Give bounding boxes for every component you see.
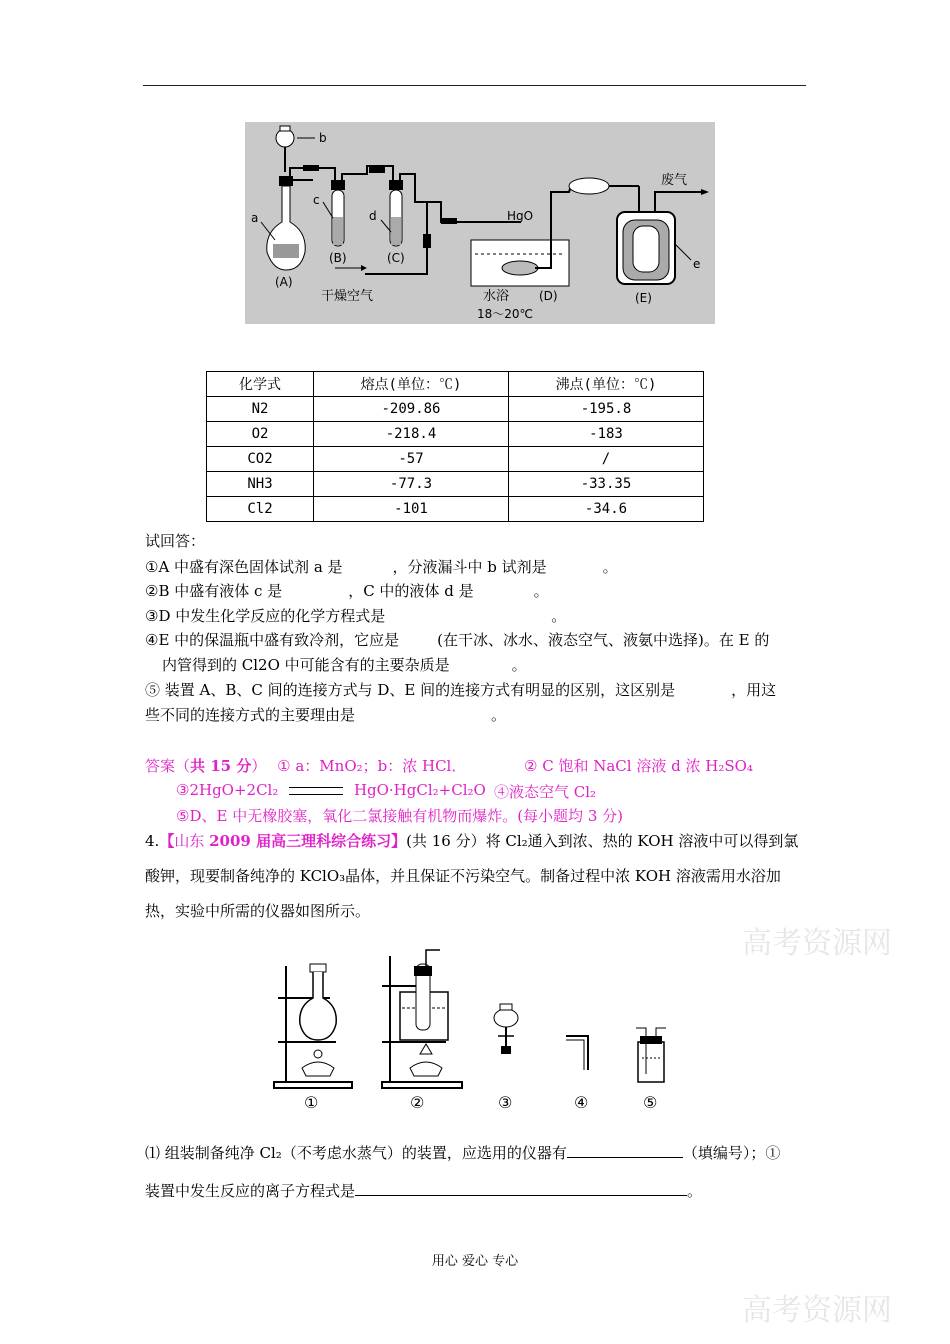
table-row <box>207 422 704 447</box>
label-B: (B) <box>329 251 347 265</box>
sub1-text-b: （填编号）；① <box>682 1144 781 1162</box>
q2-text-c: 。 <box>533 582 549 600</box>
q4-text-d: 。 <box>511 656 527 674</box>
apparatus-label-3: ③ <box>498 1093 513 1112</box>
apparatus-label-4: ④ <box>574 1093 589 1112</box>
answer-part-1: ① a：MnO₂；b：浓 HCl． <box>277 757 467 775</box>
problem4-line-2: 酸钾，现要制备纯净的 KClO₃晶体，并且保证不污染空气。制备过程中浓 KOH 溶液需用水浴加 <box>145 867 781 885</box>
problem4-line-1 <box>145 827 798 855</box>
table-cell: -57 <box>314 447 509 472</box>
label-d: d <box>369 209 377 223</box>
label-waste-gas: 废气 <box>661 173 688 188</box>
answer-close: ） <box>251 757 267 775</box>
properties-table <box>206 371 704 522</box>
q2-text-b: ，C 中的液体 d 是 <box>348 582 474 600</box>
label-dry-air: 干燥空气 <box>321 289 374 304</box>
table-header-row <box>207 372 704 397</box>
q3-text-b: 。 <box>551 607 567 625</box>
equals-sign-icon <box>289 787 343 795</box>
table-cell: -183 <box>509 422 704 447</box>
question-intro: 试回答： <box>145 532 206 550</box>
answer-part-4: ④液态空气 Cl₂ <box>494 783 597 801</box>
q4-text-a: ④E 中的保温瓶中盛有致冷剂，它应是 <box>145 631 400 649</box>
table-cell: CO2 <box>207 447 314 472</box>
q5-text-c: 些不同的连接方式的主要理由是 <box>145 706 356 724</box>
question-5 <box>145 679 776 700</box>
label-c: c <box>313 193 320 207</box>
table-cell: / <box>509 447 704 472</box>
table-row <box>207 447 704 472</box>
answer-part-3a: ③2HgO+2Cl₂ <box>176 781 279 799</box>
label-C: (C) <box>387 251 405 265</box>
header-rule <box>143 85 806 86</box>
table-cell: -101 <box>314 497 509 522</box>
q5-text-b: ，用这 <box>731 681 777 699</box>
table-cell: N2 <box>207 397 314 422</box>
label-D: (D) <box>539 289 558 303</box>
answer-score: 共 15 分 <box>190 757 252 775</box>
label-b: b <box>319 131 327 145</box>
apparatus-label-5: ⑤ <box>643 1093 658 1112</box>
table-header: 熔点(单位：℃) <box>314 372 509 397</box>
answer-part-2: ② C 饱和 NaCl 溶液 d 浓 H₂SO₄ <box>524 757 753 775</box>
problem4-number: 4. <box>145 832 160 850</box>
q4-text-c: 内管得到的 Cl2O 中可能含有的主要杂质是 <box>162 656 450 674</box>
label-temp: 18～20℃ <box>477 307 534 321</box>
q1-text-a: ①A 中盛有深色固体试剂 a 是 <box>145 558 343 576</box>
answer-line-3 <box>176 781 486 799</box>
watermark: 高考资源网 <box>742 1293 892 1328</box>
sub1-text-a: ⑴ 组装制备纯净 Cl₂（不考虑水蒸气）的装置，应选用的仪器有 <box>145 1144 567 1162</box>
question-4-cont <box>162 654 527 675</box>
table-cell: O2 <box>207 422 314 447</box>
question-5-cont <box>145 704 506 725</box>
label-E: (E) <box>635 291 652 305</box>
label-e: e <box>693 257 701 271</box>
label-a: a <box>251 211 259 225</box>
table-cell: -218.4 <box>314 422 509 447</box>
page-footer: 用心 爱心 专心 <box>431 1254 519 1269</box>
answer-label: 答案（ <box>145 757 191 775</box>
table-header: 化学式 <box>207 372 314 397</box>
answer-part-3b: HgO·HgCl₂+Cl₂O <box>353 781 486 799</box>
label-A: (A) <box>275 275 293 289</box>
watermark: 高考资源网 <box>742 926 892 961</box>
answer-blank[interactable] <box>567 1141 683 1158</box>
q5-text-d: 。 <box>491 706 507 724</box>
table-row <box>207 397 704 422</box>
table-cell: -34.6 <box>509 497 704 522</box>
problem4-sub1 <box>145 1139 780 1167</box>
table-cell: -209.86 <box>314 397 509 422</box>
q1-text-b: ，分液漏斗中 b 试剂是 <box>392 558 547 576</box>
table-cell: Cl2 <box>207 497 314 522</box>
label-water-bath: 水浴 <box>483 289 510 304</box>
answer-line-1 <box>145 755 466 776</box>
q5-text-a: ⑤ 装置 A、B、C 间的连接方式与 D、E 间的连接方式有明显的区别，这区别是 <box>145 681 676 699</box>
apparatus-figure-2 <box>270 942 680 1114</box>
table-header: 沸点(单位：℃) <box>509 372 704 397</box>
question-3 <box>145 605 566 626</box>
q2-text-a: ②B 中盛有液体 c 是 <box>145 582 283 600</box>
apparatus-label-2: ② <box>410 1093 425 1112</box>
q1-text-c: 。 <box>602 558 618 576</box>
problem4-source-b: 届高三理科综合练习 <box>250 832 392 850</box>
apparatus-label-1: ① <box>304 1093 319 1112</box>
table-cell: NH3 <box>207 472 314 497</box>
sub1-text-c: 装置中发生反应的离子方程式是 <box>145 1182 356 1200</box>
problem4-source-year: 2009 <box>209 832 251 850</box>
problem4-sub1-cont <box>145 1177 702 1205</box>
q3-text-a: ③D 中发生化学反应的化学方程式是 <box>145 607 386 625</box>
table-cell: -195.8 <box>509 397 704 422</box>
question-2 <box>145 580 549 601</box>
answer-part-5: ⑤D、E 中无橡胶塞，氧化二氯接触有机物而爆炸。(每小题均 3 分) <box>176 807 623 825</box>
question-4 <box>145 629 769 650</box>
label-hgo: HgO <box>507 209 534 223</box>
problem4-bracket-open: 【 <box>159 832 175 850</box>
table-row <box>207 497 704 522</box>
table-cell: -33.35 <box>509 472 704 497</box>
table-cell: -77.3 <box>314 472 509 497</box>
problem4-bracket-close: 】 <box>391 832 407 850</box>
problem4-source-a: 山东 <box>174 832 210 850</box>
problem4-text-1: (共 16 分）将 Cl₂通入到浓、热的 KOH 溶液中可以得到氯 <box>406 832 799 850</box>
problem4-line-3: 热，实验中所需的仪器如图所示。 <box>145 902 371 920</box>
answer-blank[interactable] <box>355 1179 687 1196</box>
question-1 <box>145 556 618 577</box>
table-row <box>207 472 704 497</box>
q4-text-b: (在干冰、冰水、液态空气、液氨中选择)。在 E 的 <box>437 631 770 649</box>
apparatus-figure-1 <box>245 122 715 324</box>
sub1-text-d: 。 <box>687 1182 703 1200</box>
